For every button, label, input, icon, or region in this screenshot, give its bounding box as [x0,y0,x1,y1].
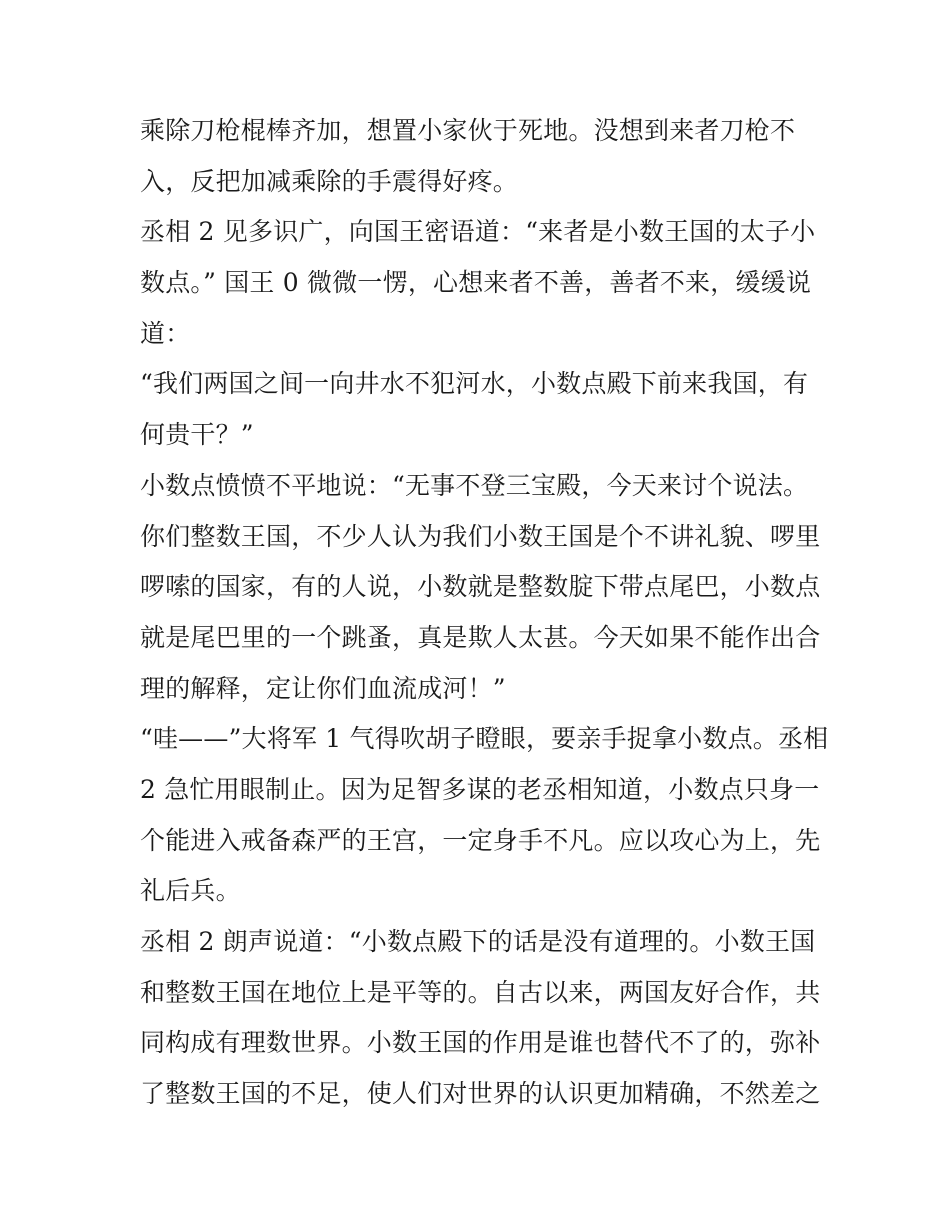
text-line: 小数点愤愤不平地说：“无事不登三宝殿，今天来讨个说法。 [140,470,809,500]
text-line: “我们两国之间一向井水不犯河水，小数点殿下前来我国，有 [140,369,809,399]
text-line: 丞相 2 朗声说道：“小数点殿下的话是没有道理的。小数王国 [140,927,816,956]
text-line: “哇——”大将军 1 气得吹胡子瞪眼，要亲手捉拿小数点。丞相 [140,724,829,754]
text-line: 和整数王国在地位上是平等的。自古以来，两国友好合作，共 [140,977,821,1007]
text-line: 啰嗦的国家，有的人说，小数就是整数腚下带点尾巴，小数点 [140,572,821,602]
text-line: 何贵干？” [140,420,254,450]
text-line: 理的解释，定让你们血流成河！” [140,673,506,703]
text-line: 同构成有理数世界。小数王国的作用是谁也替代不了的，弥补 [140,1028,821,1058]
text-line: 数点。” 国王 0 微微一愣，心想来者不善，善者不来，缓缓说 [140,268,812,298]
text-line: 入，反把加减乘除的手震得好疼。 [140,166,519,196]
text-line: 了整数王国的不足，使人们对世界的认识更加精确，不然差之 [140,1079,821,1109]
text-line: 丞相 2 见多识广，向国王密语道：“来者是小数王国的太子小 [140,217,816,247]
story-text-body [140,106,829,1120]
text-line: 你们整数王国，不少人认为我们小数王国是个不讲礼貌、啰里 [140,521,821,551]
text-line: 就是尾巴里的一个跳蚤，真是欺人太甚。今天如果不能作出合 [140,622,821,652]
text-line: 个能进入戒备森严的王宫，一定身手不凡。应以攻心为上，先 [140,825,821,855]
text-line: 道： [140,318,191,348]
text-line: 礼后兵。 [140,876,241,906]
text-line: 乘除刀枪棍棒齐加，想置小家伙于死地。没想到来者刀枪不 [140,116,796,145]
text-line: 2 急忙用眼制止。因为足智多谋的老丞相知道，小数点只身一 [140,774,820,804]
